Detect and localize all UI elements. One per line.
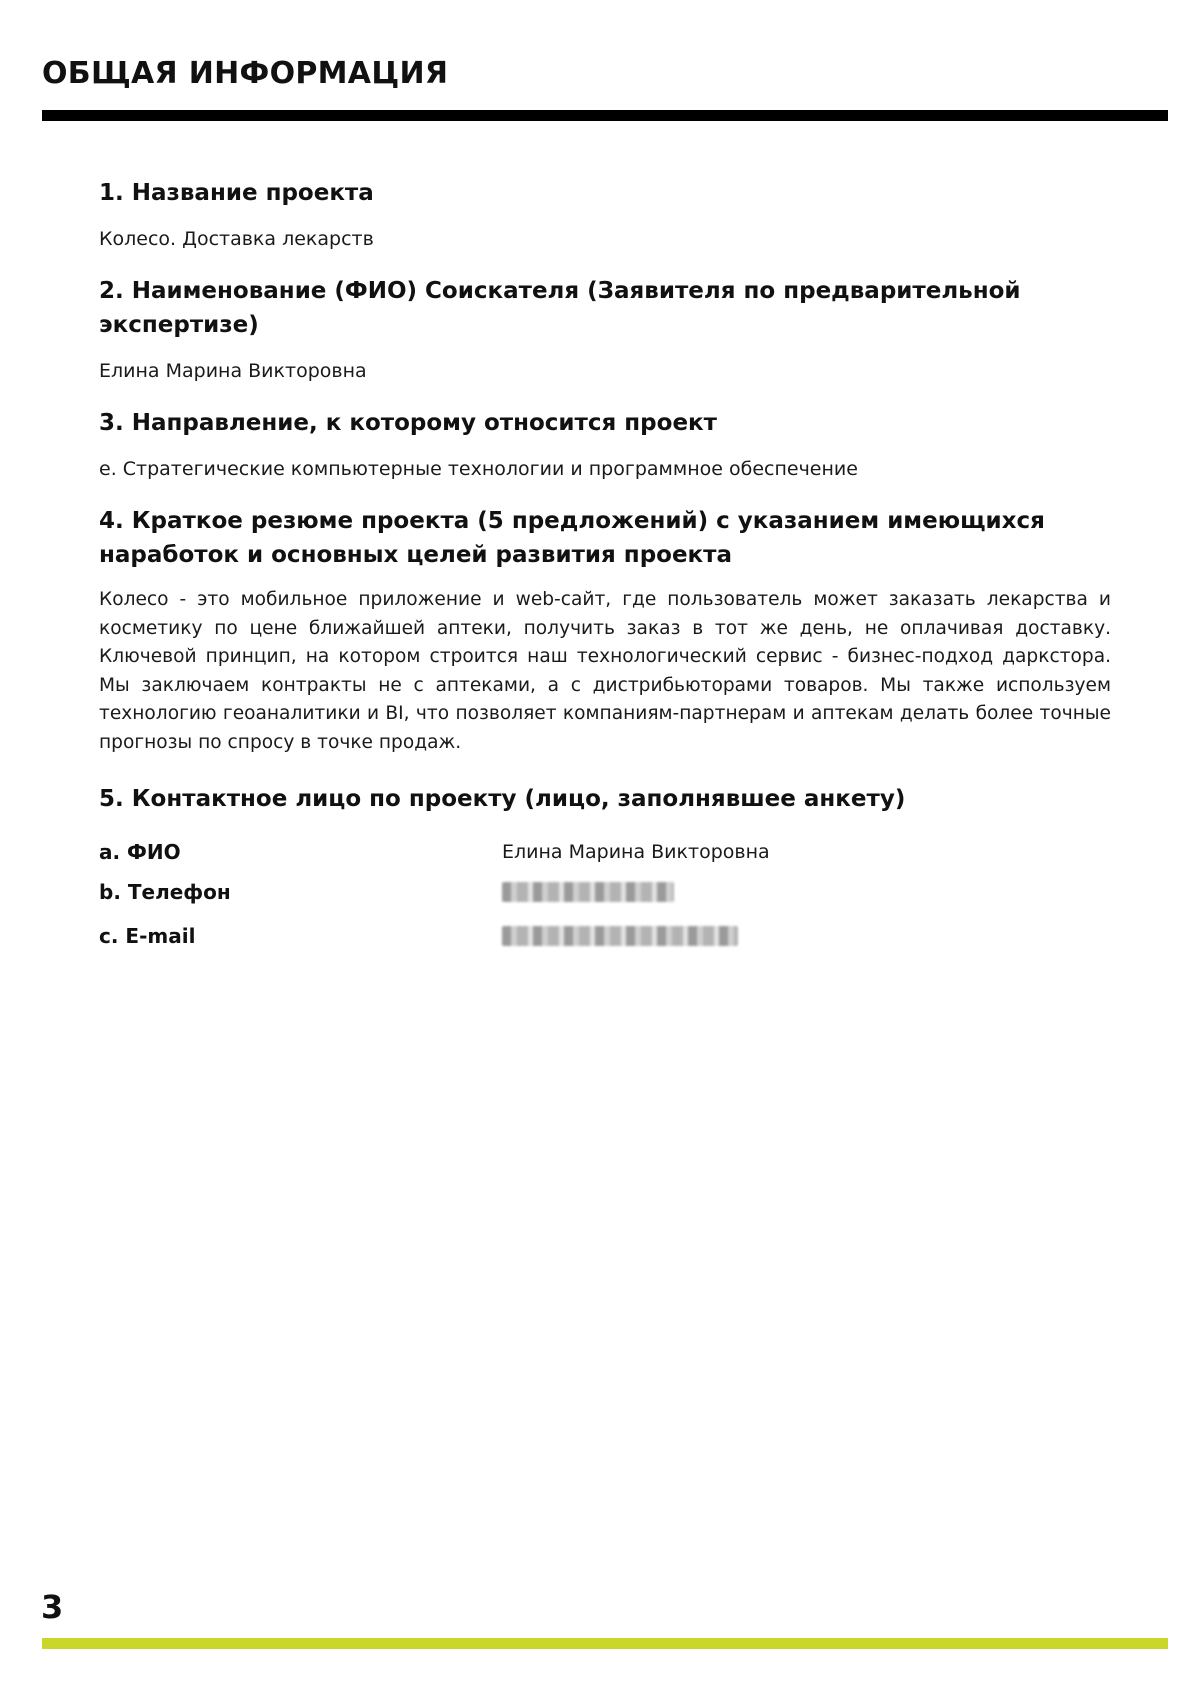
contact-label: a. ФИО bbox=[99, 839, 181, 864]
page-number: 3 bbox=[41, 1588, 64, 1626]
section-title: 2. Наименование (ФИО) Соискателя (Заявителя по предварительной экспертизе) bbox=[99, 278, 1021, 338]
section-direction bbox=[99, 406, 1111, 484]
contact-row-email bbox=[99, 912, 1111, 960]
contact-row-name bbox=[99, 832, 1111, 872]
contact-table bbox=[99, 832, 1111, 960]
section-project-name bbox=[99, 176, 1111, 254]
contact-label: b. Телефон bbox=[99, 879, 231, 904]
section-text: Колесо. Доставка лекарств bbox=[99, 228, 374, 250]
contact-label: c. E-mail bbox=[99, 923, 196, 948]
page-title: ОБЩАЯ ИНФОРМАЦИЯ bbox=[42, 56, 449, 91]
redacted-phone bbox=[502, 882, 674, 902]
section-applicant bbox=[99, 274, 1111, 386]
contact-row-phone bbox=[99, 872, 1111, 912]
redacted-email bbox=[502, 926, 738, 946]
section-title: 5. Контактное лицо по проекту (лицо, заполнявшее анкету) bbox=[99, 785, 906, 812]
contact-value: Елина Марина Викторовна bbox=[502, 840, 770, 863]
document-body bbox=[99, 176, 1111, 960]
section-text: Колесо - это мобильное приложение и web-сайт, где пользователь может заказать лекарства и косметику по цене ближайшей аптеки, получить заказ в тот же день, не оплачивая доставку. Ключевой принцип, на котором строится наш технологический сервис - бизнес-подход даркстора. Мы заключаем контракты не с аптеками, а с дистрибьюторами товаров. Мы также используем технологию геоаналитики и BI, что позволяет компаниям-партнерам и аптекам делать более точные прогнозы по спросу в точке продаж. bbox=[99, 589, 1111, 753]
header-rule bbox=[42, 110, 1168, 121]
section-text: Елина Марина Викторовна bbox=[99, 360, 367, 382]
section-title: 3. Направление, к которому относится проект bbox=[99, 410, 717, 436]
section-summary bbox=[99, 504, 1111, 758]
section-title: 4. Краткое резюме проекта (5 предложений) с указанием имеющихся наработок и основных целей развития проекта bbox=[99, 508, 1045, 568]
section-title: 1. Название проекта bbox=[99, 180, 374, 206]
section-contact bbox=[99, 782, 1111, 960]
section-text: e. Стратегические компьютерные технологии и программное обеспечение bbox=[99, 458, 858, 480]
footer-rule bbox=[42, 1638, 1168, 1649]
page-header bbox=[42, 54, 1168, 94]
